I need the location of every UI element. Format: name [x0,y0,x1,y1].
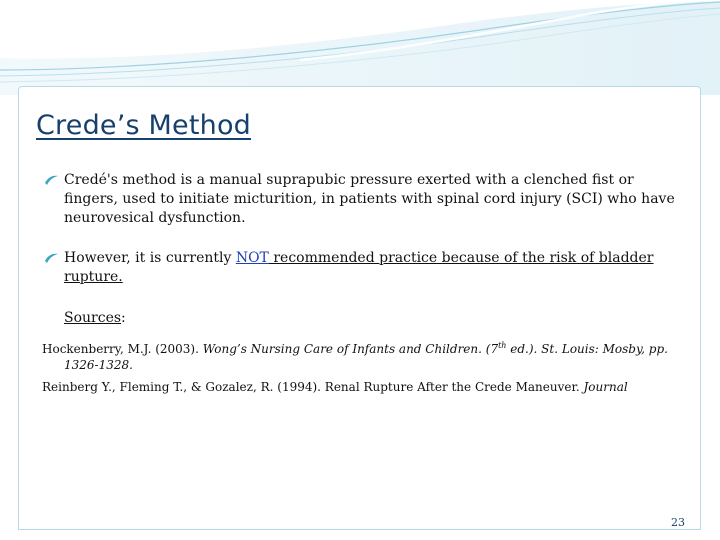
bullet-item-2 [44,249,684,287]
reference-rest: ed.). St. Louis: Mosby, pp. 1326-1328. [64,342,668,372]
sources-colon: : [121,310,126,326]
swoosh-bullet-icon [44,252,59,264]
wave-decoration-icon [0,0,720,95]
swoosh-bullet-icon [44,174,59,186]
bullet-item-1 [44,171,684,228]
reference-authors: Reinberg Y., Fleming T., & Gozalez, R. (1994). Renal Rupture After the Crede Maneuver. [42,380,584,394]
slide-content [44,171,684,395]
reference-item-2 [42,379,684,395]
bullet-underlined-text: recommended practice because of the risk of bladder rupture. [64,250,654,285]
bullet-text: Credé's method is a manual suprapubic pressure exerted with a clenched fist or fingers, used to initiate micturition, in patients with spinal cord injury (SCI) who have neurovesical dysfunction. [64,172,675,226]
bullet-text: However, it is currently [64,250,236,266]
sources-heading [44,309,684,328]
reference-title: Wong’s Nursing Care of Infants and Children. (7 [202,342,499,356]
reference-list [42,341,684,395]
not-link[interactable]: NOT [235,250,269,266]
reference-sup: th [498,341,507,350]
page-number: 23 [671,516,685,529]
reference-authors: Hockenberry, M.J. (2003). [42,342,203,356]
sources-label: Sources [64,310,122,326]
reference-journal: Journal [583,380,628,394]
reference-item-1 [42,341,684,373]
slide-title: Crede’s Method [36,110,252,141]
